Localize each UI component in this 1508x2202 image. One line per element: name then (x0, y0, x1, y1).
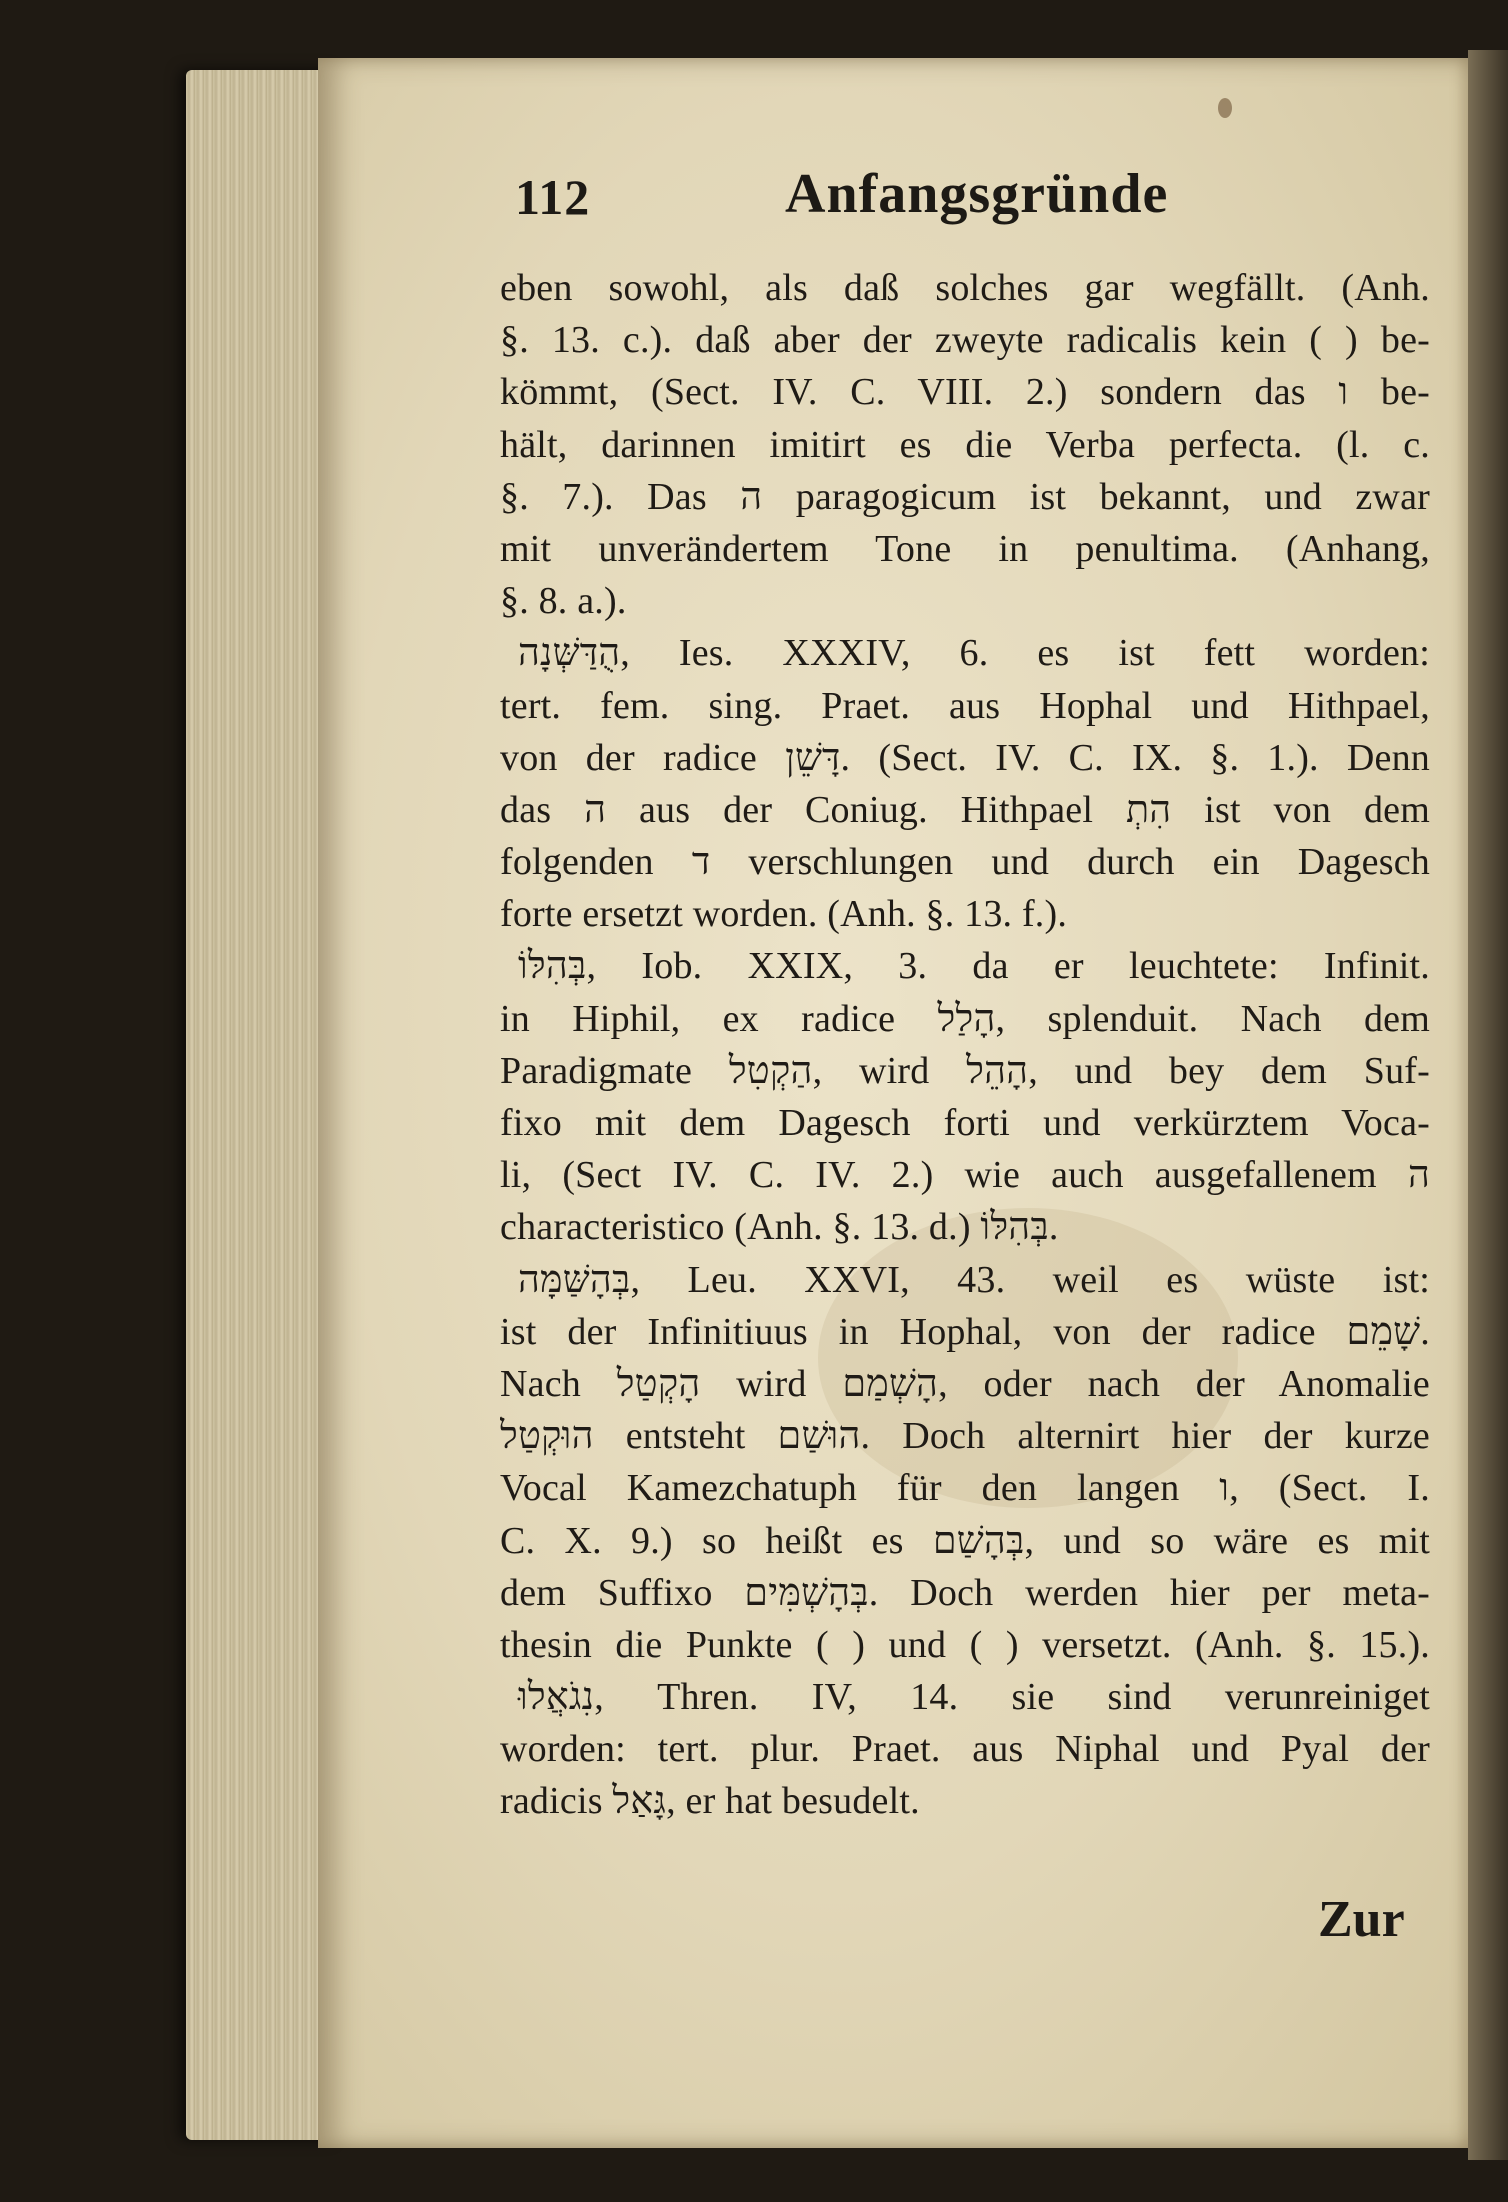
text-line: §. 7.). Das ה paragogicum ist bekannt, und zwar (500, 475, 1430, 518)
text-line: §. 8. a.). (500, 580, 627, 623)
text-line: §. 13. c.). daß aber der zweyte radicalis kein ( ) be- (500, 319, 1430, 362)
text-line: radicis גָּאַל, er hat besudelt. (500, 1780, 920, 1823)
text-line: kömmt, (Sect. IV. C. VIII. 2.) sondern das ו be- (500, 371, 1430, 414)
text-line: Nach הָקְטַל wird הָשְׁמַם, oder nach der Anomalie (500, 1362, 1430, 1405)
page-edges (186, 70, 336, 2140)
text-line: worden: tert. plur. Praet. aus Niphal und Pyal der (500, 1728, 1430, 1771)
text-line: thesin die Punkte ( ) und ( ) versetzt. (Anh. §. 15.). (500, 1623, 1430, 1666)
text-line: forte ersetzt worden. (Anh. §. 13. f.). (500, 893, 1068, 936)
running-head: Anfangsgründe (785, 163, 1169, 225)
text-line: eben sowohl, als daß solches gar wegfällt. (Anh. (500, 267, 1430, 309)
text-line: li, (Sect IV. C. IV. 2.) wie auch ausgefallenem ה (500, 1154, 1430, 1197)
text-line: hält, darinnen imitirt es die Verba perfecta. (l. c. (500, 423, 1430, 466)
text-line: characteristico (Anh. §. 13. d.) בְּהִלּוֹ. (500, 1206, 1059, 1249)
binding-shadow (1468, 50, 1508, 2160)
page-header (515, 163, 1415, 248)
text-line: Paradigmate הַקְטִל, wird הָהֵל, und bey dem Suf- (500, 1049, 1430, 1092)
text-line: mit unverändertem Tone in penultima. (Anhang, (500, 527, 1430, 570)
text-line: C. X. 9.) so heißt es בְּהָשַׁם, und so wäre es mit (500, 1519, 1430, 1562)
entry-line: בְּהָשַּׁמָּה, Leu. XXVI, 43. weil es wüste ist: (518, 1258, 1430, 1301)
text-line: הוּקְטַל entsteht הוּשַׁם. Doch alternirt hier der kurze (500, 1415, 1430, 1458)
entry-line: בְּהִלּוֹ, Iob. XXIX, 3. da er leuchtete: Infinit. (518, 945, 1430, 988)
text-line: folgenden ד verschlungen und durch ein Dagesch (500, 841, 1430, 884)
entry-line: נִגֹאֲלוּ, Thren. IV, 14. sie sind verunreiniget (518, 1676, 1430, 1719)
text-line: ist der Infinitiuus in Hophal, von der radice שָׁמֵם. (500, 1310, 1430, 1353)
text-line: tert. fem. sing. Praet. aus Hophal und Hithpael, (500, 684, 1430, 727)
ink-spot (1218, 98, 1232, 118)
entry-line: הֻדַּשְּׁנָה, Ies. XXXIV, 6. es ist fett worden: (518, 632, 1430, 675)
text-line: dem Suffixo בְּהָשְׁמִּים. Doch werden hier per meta- (500, 1571, 1430, 1614)
catchword: Zur (1318, 1891, 1405, 1948)
text-line: Vocal Kamezchatuph für den langen ו, (Sect. I. (500, 1467, 1430, 1510)
text-line: das ה aus der Coniug. Hithpael הִתְ ist von dem (500, 788, 1430, 831)
text-line: in Hiphil, ex radice הָלַל, splenduit. Nach dem (500, 997, 1430, 1040)
text-line: von der radice דָּשֵׁן. (Sect. IV. C. IX. §. 1.). Denn (500, 736, 1430, 779)
body-text (500, 262, 1430, 1828)
text-line: fixo mit dem Dagesch forti und verkürztem Voca- (500, 1102, 1430, 1144)
page-number: 112 (515, 169, 591, 225)
